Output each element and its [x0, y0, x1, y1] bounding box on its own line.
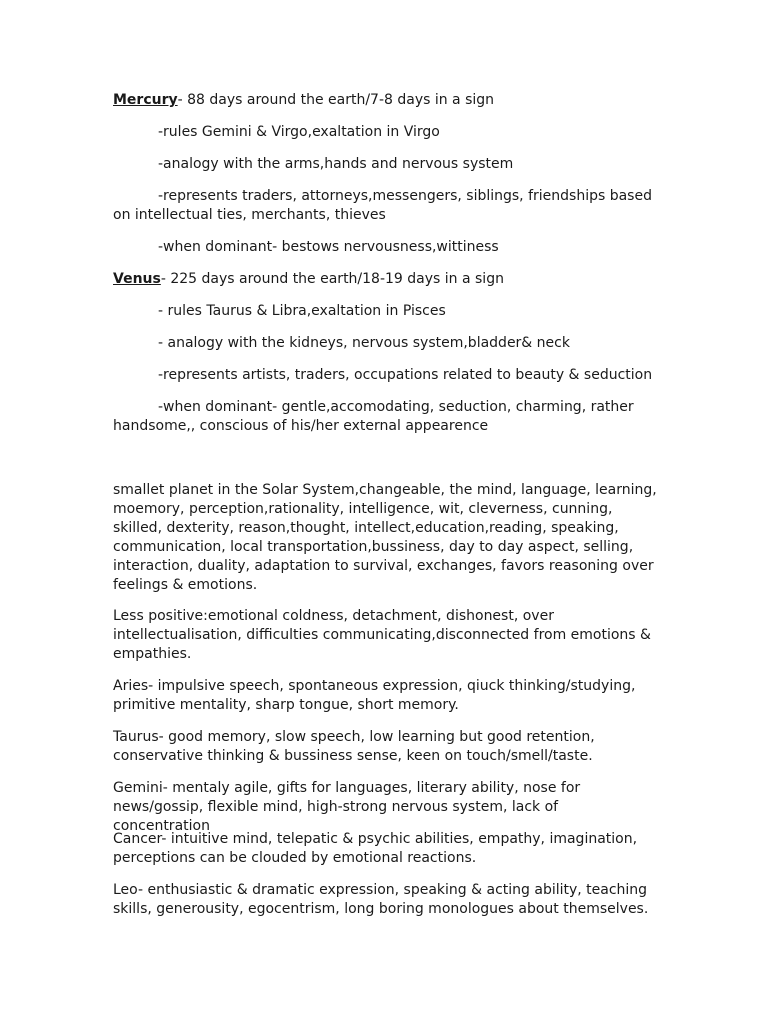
- venus-analogy: - analogy with the kidneys, nervous system,bladder& neck: [158, 335, 570, 351]
- mercury-heading: [113, 91, 658, 110]
- venus-rules: - rules Taurus & Libra,exaltation in Pisces: [158, 303, 446, 319]
- gemini-paragraph: Gemini- mentaly agile, gifts for languages, literary ability, nose for news/gossip, flexible mind, high-strong nervous system, lack of concentration: [113, 780, 581, 834]
- mercury-rules: -rules Gemini & Virgo,exaltation in Virgo: [158, 124, 440, 140]
- less-positive-paragraph: Less positive:emotional coldness, detachment, dishonest, over intellectualisation, difficulties communicating,disconnected from emotions & empathies.: [113, 608, 651, 662]
- mercury-dominant: -when dominant- bestows nervousness,wittiness: [158, 239, 499, 255]
- venus-represents: -represents artists, traders, occupations related to beauty & seduction: [158, 367, 653, 383]
- aries-paragraph: Aries- impulsive speech, spontaneous expression, qiuck thinking/studying, primitive mentality, sharp tongue, short memory.: [113, 678, 636, 713]
- mercury-title: Mercury: [113, 92, 178, 108]
- mercury-heading-text: - 88 days around the earth/7-8 days in a sign: [177, 92, 495, 108]
- leo-paragraph: Leo- enthusiastic & dramatic expression, speaking & acting ability, teaching skills, generousity, egocentrism, long boring monologues about themselves.: [113, 882, 649, 917]
- taurus-paragraph: Taurus- good memory, slow speech, low learning but good retention, conservative thinking & bussiness sense, keen on touch/smell/taste.: [113, 729, 595, 764]
- venus-title: Venus: [113, 271, 161, 287]
- mercury-represents: -represents traders, attorneys,messengers, siblings, friendships based on intellectual ties, merchants, thieves: [113, 188, 652, 223]
- venus-heading-text: - 225 days around the earth/18-19 days in a sign: [160, 271, 504, 287]
- venus-heading: [113, 270, 658, 289]
- venus-dominant: -when dominant- gentle,accomodating, seduction, charming, rather handsome,, conscious of his/her external appearence: [113, 399, 634, 434]
- mercury-description-paragraph: smallet planet in the Solar System,changeable, the mind, language, learning, moemory, perception,rationality, intelligence, wit, cleverness, cunning, skilled, dexterity, reason,thought, intellect,education,reading, speaking, communication, local transportation,bussiness, day to day aspect, selling, interaction, duality, adaptation to survival, exchanges, favors reasoning over feelings & emotions.: [113, 482, 657, 593]
- cancer-paragraph: Cancer- intuitive mind, telepatic & psychic abilities, empathy, imagination, perceptions can be clouded by emotional reactions.: [113, 831, 638, 866]
- mercury-analogy: -analogy with the arms,hands and nervous system: [158, 156, 514, 172]
